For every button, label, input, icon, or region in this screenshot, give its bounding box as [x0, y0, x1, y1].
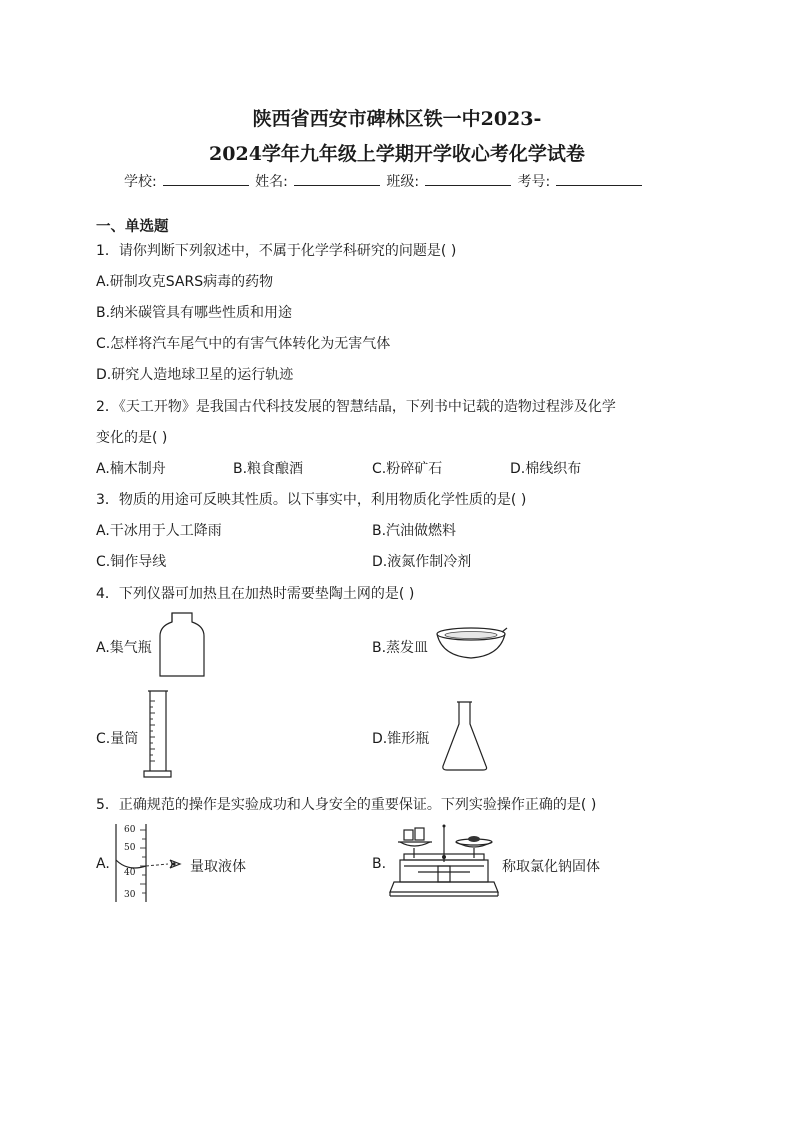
question-2-stem-line-2: 变化的是( )	[96, 430, 168, 446]
q5-option-b-text: 称取氯化钠固体	[502, 859, 600, 875]
q3-option-a[interactable]: A.干冰用于人工降雨	[96, 523, 222, 539]
question-2-stem-line-1: 2．《天工开物》是我国古代科技发展的智慧结晶，下列书中记载的造物过程涉及化学	[96, 399, 616, 415]
q5-option-a-letter[interactable]: A.	[96, 856, 110, 872]
class-label: 班级:	[386, 174, 420, 190]
q1-option-c[interactable]: C.怎样将汽车尾气中的有害气体转化为无害气体	[96, 336, 391, 352]
q4-option-c[interactable]: C.量筒	[96, 731, 139, 747]
q5-option-b-letter[interactable]: B.	[372, 856, 387, 872]
q2-option-a[interactable]: A.楠木制舟	[96, 461, 166, 477]
name-blank[interactable]	[294, 171, 380, 186]
conical-flask-icon	[440, 700, 490, 772]
title-line-1: 陕西省西安市碑林区铁一中2023-	[252, 108, 542, 130]
title-line-2: 2024学年九年级上学期开学收心考化学试卷	[209, 143, 585, 165]
school-blank[interactable]	[163, 171, 249, 186]
q3-option-d[interactable]: D.液氮作制冷剂	[372, 554, 472, 570]
q5-option-a-text: 量取液体	[190, 859, 246, 875]
q4-option-d[interactable]: D.锥形瓶	[372, 731, 430, 747]
school-label: 学校:	[124, 174, 157, 190]
gas-collecting-bottle-icon	[158, 612, 206, 678]
q3-option-c[interactable]: C.铜作导线	[96, 554, 167, 570]
balance-scale-icon	[388, 822, 500, 902]
tick-label-40: 40	[124, 868, 136, 878]
q2-option-b[interactable]: B.粮食酿酒	[233, 461, 304, 477]
q2-option-d[interactable]: D.棉线织布	[510, 461, 582, 477]
tick-label-60: 60	[124, 825, 136, 835]
q3-option-b[interactable]: B.汽油做燃料	[372, 523, 457, 539]
q1-option-b[interactable]: B.纳米碳管具有哪些性质和用途	[96, 305, 293, 321]
tick-label-50: 50	[124, 843, 136, 853]
q1-option-a[interactable]: A.研制攻克SARS病毒的药物	[96, 274, 274, 290]
evaporating-dish-icon	[436, 626, 508, 662]
exam-number-label: 考号:	[517, 174, 551, 190]
name-label: 姓名:	[255, 174, 288, 190]
section-title: 一、单选题	[96, 219, 169, 235]
q1-option-d[interactable]: D.研究人造地球卫星的运行轨迹	[96, 367, 294, 383]
class-blank[interactable]	[425, 171, 511, 186]
info-fields	[124, 171, 644, 191]
question-4-stem: 4．下列仪器可加热且在加热时需要垫陶土网的是( )	[96, 586, 415, 602]
graduated-cylinder-icon	[144, 689, 172, 781]
question-5-stem: 5．正确规范的操作是实验成功和人身安全的重要保证。下列实验操作正确的是( )	[96, 797, 597, 813]
q4-option-b[interactable]: B.蒸发皿	[372, 640, 429, 656]
tick-label-30: 30	[124, 890, 136, 900]
question-1-stem: 1．请你判断下列叙述中，不属于化学学科研究的问题是( )	[96, 243, 457, 259]
exam-number-blank[interactable]	[556, 171, 642, 186]
q4-option-a[interactable]: A.集气瓶	[96, 640, 152, 656]
question-3-stem: 3．物质的用途可反映其性质。以下事实中，利用物质化学性质的是( )	[96, 492, 527, 508]
cylinder-reading-diagram-icon	[110, 822, 192, 904]
q2-option-c[interactable]: C.粉碎矿石	[372, 461, 443, 477]
